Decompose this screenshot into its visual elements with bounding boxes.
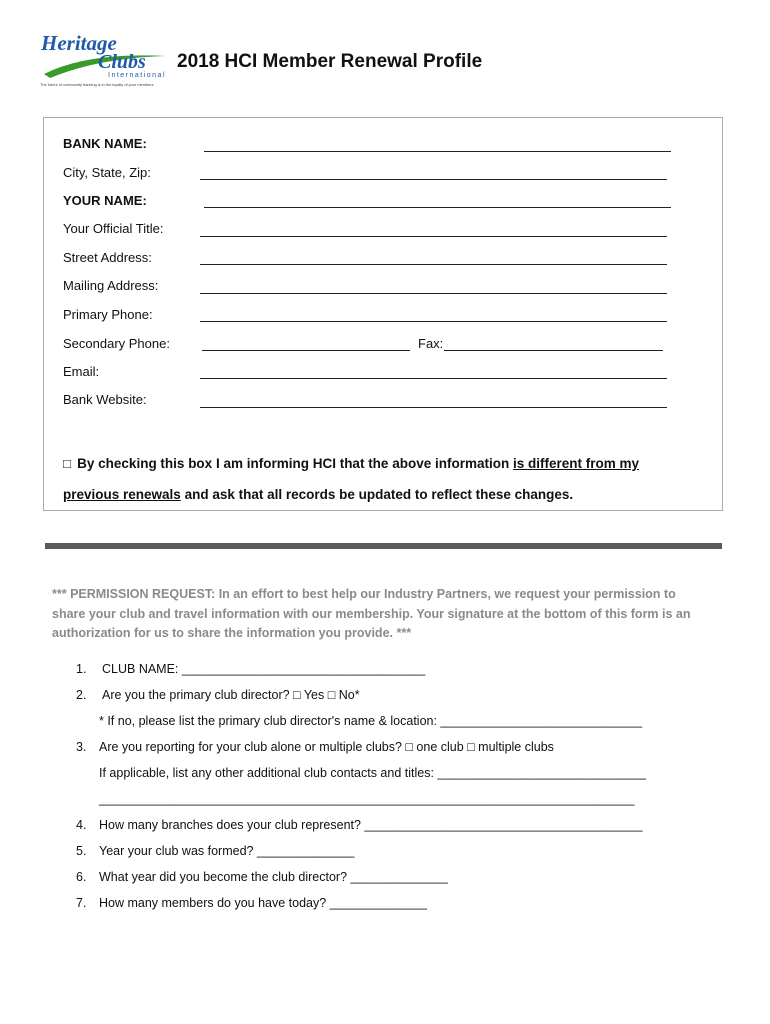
q6-year-director[interactable]: What year did you become the club director? ______________ — [99, 870, 448, 884]
fax-field[interactable] — [444, 350, 663, 351]
q2-number: 2. — [76, 688, 87, 702]
mailing-address-label: Mailing Address: — [63, 278, 159, 293]
city-state-zip-field[interactable] — [200, 179, 667, 180]
q3-contacts-note[interactable]: If applicable, list any other additional club contacts and titles: ______________________________ — [99, 766, 646, 780]
checkbox-text-underlined-1: is different from my — [512, 456, 639, 471]
bank-info-box — [43, 117, 723, 511]
official-title-field[interactable] — [200, 236, 667, 237]
street-address-label: Street Address: — [63, 250, 152, 265]
q5-year-formed[interactable]: Year your club was formed? ______________ — [99, 844, 355, 858]
secondary-phone-field[interactable] — [202, 350, 410, 351]
street-address-field[interactable] — [200, 264, 667, 265]
bank-website-field[interactable] — [200, 407, 667, 408]
official-title-label: Your Official Title: — [63, 221, 164, 236]
primary-phone-label: Primary Phone: — [63, 307, 153, 322]
secondary-phone-label: Secondary Phone: — [63, 336, 170, 351]
fax-label: Fax: — [418, 336, 444, 351]
q4-branches[interactable]: How many branches does your club represent? ________________________________________ — [99, 818, 643, 832]
svg-text:Clubs: Clubs — [98, 51, 146, 73]
q6-number: 6. — [76, 870, 87, 884]
checkbox-text-after: and ask that all records be updated to reflect these changes. — [180, 487, 574, 502]
section-divider — [45, 543, 722, 549]
update-records-checkbox-statement — [63, 448, 703, 510]
q2-director-note[interactable]: * If no, please list the primary club director's name & location: _____________________________ — [99, 714, 643, 728]
checkbox-text: By checking this box I am informing HCI that the above information — [77, 456, 513, 471]
q1-number: 1. — [76, 662, 87, 676]
your-name-label: YOUR NAME: — [63, 193, 147, 208]
heritage-clubs-logo — [38, 30, 170, 88]
q2-primary-director[interactable]: Are you the primary club director? □ Yes □ No* — [102, 688, 360, 702]
bank-name-label: BANK NAME: — [63, 136, 147, 151]
update-records-checkbox[interactable]: □ — [63, 456, 72, 471]
q1-club-name[interactable]: CLUB NAME: ___________________________________ — [102, 662, 426, 676]
q5-number: 5. — [76, 844, 87, 858]
checkbox-text-underlined-2: previous renewals — [63, 487, 181, 502]
page-title: 2018 HCI Member Renewal Profile — [177, 51, 483, 72]
email-label: Email: — [63, 364, 100, 379]
q7-number: 7. — [76, 896, 87, 910]
permission-request: *** PERMISSION REQUEST: In an effort to best help our Industry Partners, we request your permission to share your club and travel information with our membership. Your signature at the bottom of this form is an authorization for us to share the information you provide. *** — [52, 587, 691, 640]
q4-number: 4. — [76, 818, 87, 832]
email-field[interactable] — [200, 378, 667, 379]
svg-text:Heritage: Heritage — [41, 31, 117, 55]
mailing-address-field[interactable] — [200, 293, 667, 294]
bank-name-field[interactable] — [204, 151, 671, 152]
svg-text:The future of community bankin: The future of community banking is in the loyalty of your members — [40, 82, 154, 87]
primary-phone-field[interactable] — [200, 321, 667, 322]
q3-number: 3. — [76, 740, 87, 754]
q3-reporting[interactable]: Are you reporting for your club alone or multiple clubs? □ one club □ multiple clubs — [99, 740, 554, 754]
your-name-field[interactable] — [204, 207, 671, 208]
svg-text:International: International — [108, 72, 167, 79]
q3-contacts-line[interactable]: _____________________________________________________________________________ — [99, 792, 635, 806]
bank-website-label: Bank Website: — [63, 392, 147, 407]
q7-members[interactable]: How many members do you have today? ______________ — [99, 896, 427, 910]
city-state-zip-label: City, State, Zip: — [63, 165, 151, 180]
